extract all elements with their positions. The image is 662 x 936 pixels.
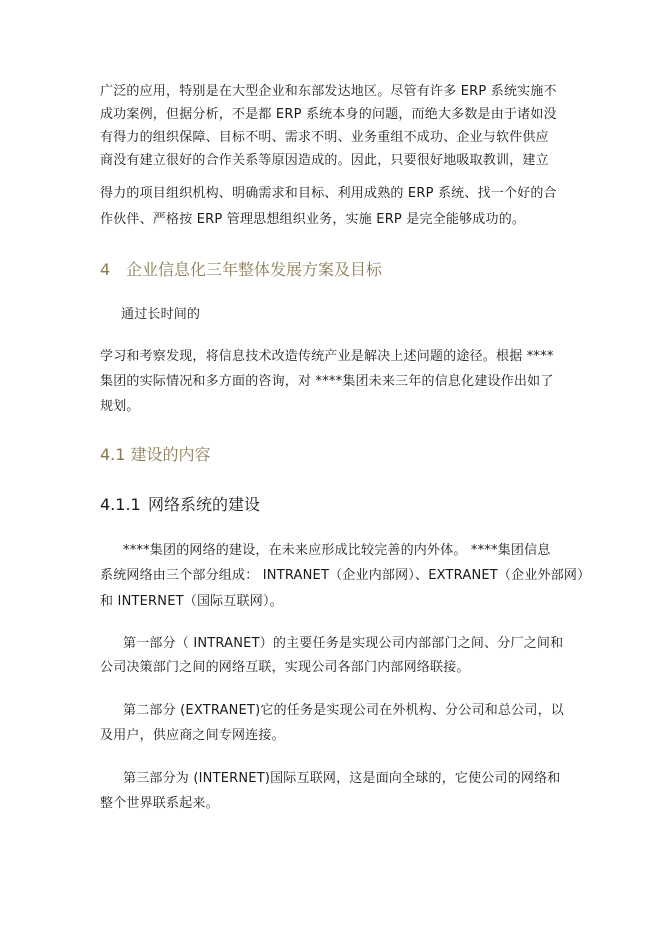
body-text-line: 有得力的组织保障、目标不明、需求不明、业务重组不成功、企业与软件供应 <box>100 130 549 145</box>
body-text-line: 及用户，供应商之间专网连接。 <box>100 728 285 743</box>
body-text-line: 第二部分 (EXTRANET)它的任务是实现公司在外机构、分公司和总公司，以 <box>123 703 564 718</box>
body-text-line: 第三部分为 (INTERNET)国际互联网，这是面向全球的，它使公司的网络和 <box>123 771 561 786</box>
body-text-line: 和 INTERNET（国际互联网）。 <box>100 594 283 609</box>
section-number: 4 <box>100 260 111 279</box>
body-text-line: 得力的项目组织机构、明确需求和目标、利用成熟的 ERP 系统、找一个好的合 <box>100 186 557 201</box>
subsubsection-title: 网络系统的建设 <box>148 495 261 514</box>
body-text-line: 学习和考察发现，将信息技术改造传统产业是解决上述问题的途径。根据 **** <box>100 349 554 364</box>
body-text-line: 整个世界联系起来。 <box>100 796 219 811</box>
subsubsection-heading <box>100 494 260 516</box>
body-text-line: 集团的实际情况和多方面的咨询，对 ****集团未来三年的信息化建设作出如了 <box>100 374 554 389</box>
section-title: 企业信息化三年整体发展方案及目标 <box>126 260 383 279</box>
body-text-line: 系统网络由三个部分组成： INTRANET（企业内部网）、EXTRANET（企业外部网） <box>100 568 591 583</box>
body-text-line: 第一部分（ INTRANET）的主要任务是实现公司内部部门之间、分厂之间和 <box>123 636 564 651</box>
body-text-line: 规划。 <box>100 399 140 414</box>
subsubsection-number: 4.1.1 <box>100 495 141 514</box>
body-text-line: 成功案例，但据分析，不是都 ERP 系统本身的问题，而绝大多数是由于诸如没 <box>100 107 557 122</box>
subsection-heading: 4.1 建设的内容 <box>100 445 211 464</box>
body-text-line: 作伙伴、严格按 ERP 管理思想组织业务，实施 ERP 是完全能够成功的。 <box>100 212 526 227</box>
body-text-line: 公司决策部门之间的网络互联，实现公司各部门内部网络联接。 <box>100 660 470 675</box>
body-text-line: ****集团的网络的建设，在未来应形成比较完善的内外体。 ****集团信息 <box>123 543 551 558</box>
body-text-line: 通过长时间的 <box>121 307 201 322</box>
body-text-line: 广泛的应用，特别是在大型企业和东部发达地区。尽管有许多 ERP 系统实施不 <box>100 84 557 99</box>
section-heading <box>100 259 382 281</box>
body-text-line: 商没有建立很好的合作关系等原因造成的。因此，只要很好地吸取教训，建立 <box>100 153 549 168</box>
